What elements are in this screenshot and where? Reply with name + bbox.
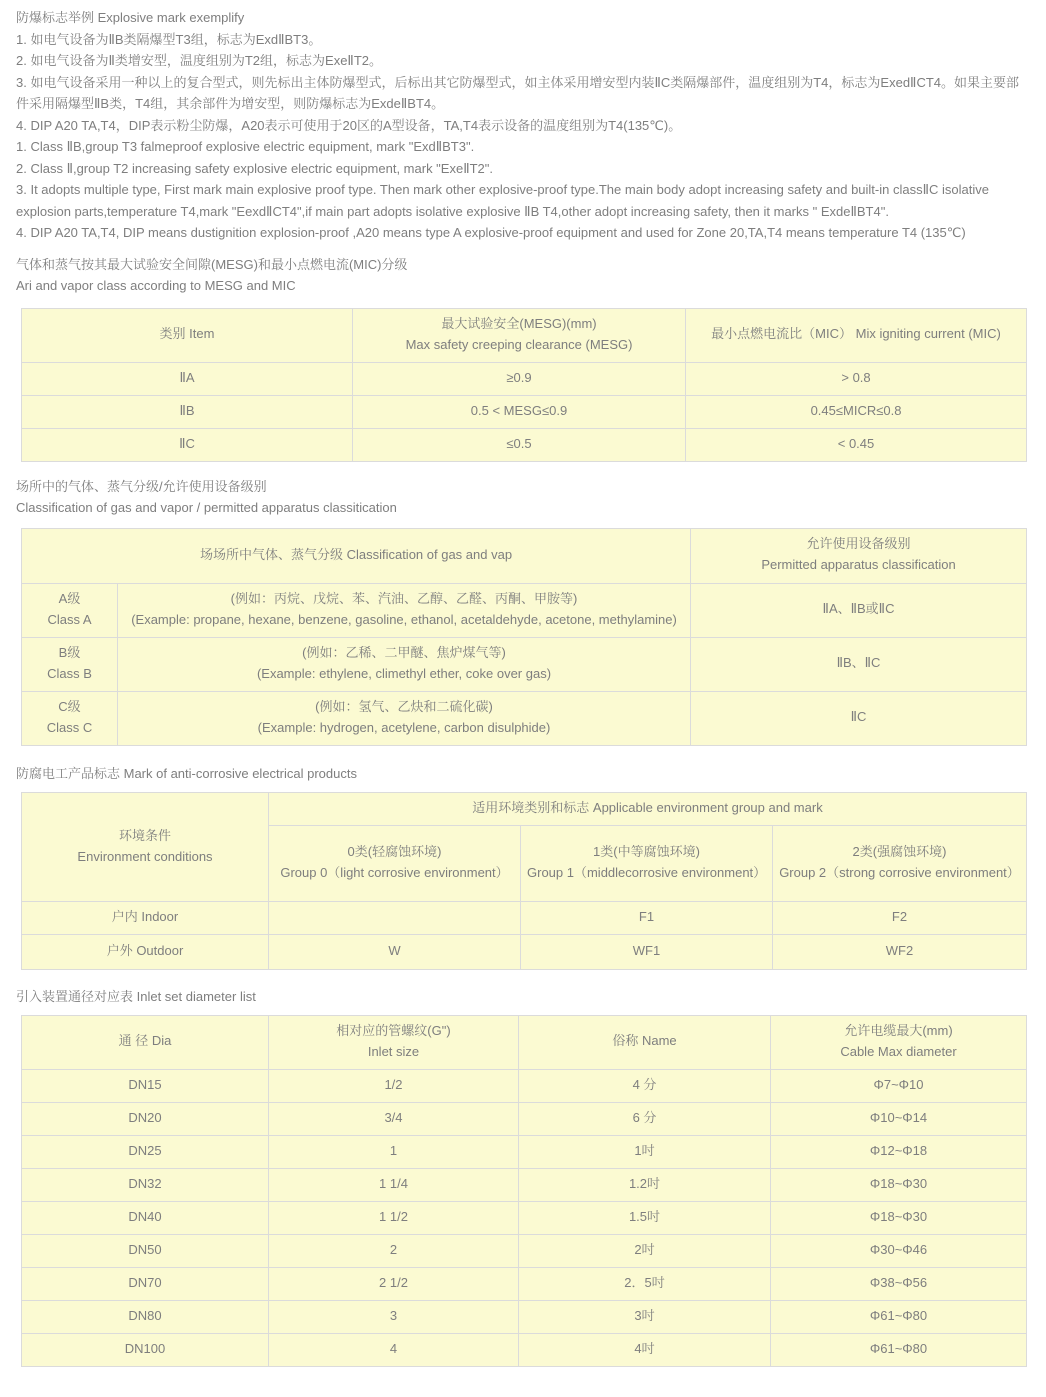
cell-example-en: (Example: ethylene, climethyl ether, coke over gas) — [256, 665, 552, 681]
cell-dia: DN100 — [22, 1333, 269, 1366]
cell-name: 4吋 — [519, 1333, 771, 1366]
table-row — [22, 902, 1027, 935]
cell-cable: Φ61~Φ80 — [771, 1333, 1027, 1366]
header-group-2-cn: 2类(强腐蚀环境) — [852, 844, 947, 859]
table-row — [22, 1234, 1027, 1267]
cell-item: ⅡA — [22, 362, 353, 395]
header-group-2-en: Group 2（strong corrosive environment） — [779, 865, 1020, 880]
cell-permitted: ⅡC — [691, 691, 1027, 745]
table-row — [22, 1102, 1027, 1135]
table-row — [22, 395, 1027, 428]
anti-corrosive-table — [21, 792, 1027, 970]
header-group-1-en: Group 1（middlecorrosive environment） — [527, 865, 767, 880]
classification-section-heading — [16, 476, 1030, 519]
cell-mic: 0.45≤MICR≤0.8 — [686, 395, 1027, 428]
cell-inlet: 1 — [269, 1135, 519, 1168]
table-row — [22, 583, 1027, 637]
cell-cable: Φ7~Φ10 — [771, 1069, 1027, 1102]
cell-location: 户外 Outdoor — [22, 935, 269, 970]
table-row — [22, 637, 1027, 691]
inlet-section-heading — [16, 986, 1030, 1008]
cell-class-cn: B级 — [58, 644, 81, 660]
table-row — [22, 1168, 1027, 1201]
cell-inlet: 2 — [269, 1234, 519, 1267]
table-row — [22, 1201, 1027, 1234]
cell-cable: Φ12~Φ18 — [771, 1135, 1027, 1168]
cell-item: ⅡC — [22, 428, 353, 461]
cell-example — [118, 637, 691, 691]
cell-example-cn: (例如：氢气、乙炔和二硫化碳) — [315, 698, 493, 714]
mesg-heading-cn: 气体和蒸气按其最大试验安全间隙(MESG)和最小点燃电流(MIC)分级 — [16, 256, 408, 272]
intro-title: 防爆标志举例 Explosive mark exemplify — [16, 10, 245, 25]
header-group-mark: 适用环境类别和标志 Applicable environment group and mark — [269, 793, 1027, 826]
cell-mark: WF1 — [521, 935, 773, 970]
cell-example — [118, 583, 691, 637]
header-inlet-size-en: Inlet size — [367, 1043, 420, 1059]
cell-dia: DN32 — [22, 1168, 269, 1201]
mesg-mic-table — [21, 308, 1027, 462]
cell-mic: < 0.45 — [686, 428, 1027, 461]
cell-cable: Φ38~Φ56 — [771, 1267, 1027, 1300]
header-gas-class: 场场所中气体、蒸气分级 Classification of gas and vap — [22, 528, 691, 583]
classification-heading-en: Classification of gas and vapor / permitted apparatus classitication — [16, 500, 397, 515]
cell-example — [118, 691, 691, 745]
table-header-row — [22, 793, 1027, 826]
cell-name: 1吋 — [519, 1135, 771, 1168]
table-row — [22, 362, 1027, 395]
cell-mark: F1 — [521, 902, 773, 935]
cell-cable: Φ10~Φ14 — [771, 1102, 1027, 1135]
header-group-2 — [773, 826, 1027, 902]
cell-inlet: 3 — [269, 1300, 519, 1333]
header-permitted — [691, 528, 1027, 583]
cell-example-cn: (例如：丙烷、戊烷、苯、汽油、乙醇、乙醛、丙酮、甲胺等) — [230, 590, 578, 606]
cell-inlet: 2 1/2 — [269, 1267, 519, 1300]
intro-line-en-1: 1. Class ⅡB,group T3 falmeproof explosive electric equipment, mark "ExdⅡBT3". — [16, 139, 475, 154]
intro-line-en-2: 2. Class Ⅱ,group T2 increasing safety explosive electric equipment, mark "ExeⅡT2". — [16, 160, 493, 176]
header-cable-cn: 允许电缆最大(mm) — [844, 1022, 953, 1038]
cell-dia: DN40 — [22, 1201, 269, 1234]
cell-class-cn: C级 — [58, 698, 81, 714]
header-cable-en: Cable Max diameter — [840, 1043, 957, 1059]
cell-cable: Φ18~Φ30 — [771, 1201, 1027, 1234]
corrosive-heading: 防腐电工产品标志 Mark of anti-corrosive electrical products — [16, 765, 357, 781]
classification-heading-cn: 场所中的气体、蒸气分级/允许使用设备级别 — [16, 478, 267, 494]
cell-name: 2．5吋 — [519, 1267, 771, 1300]
cell-permitted: ⅡB、ⅡC — [691, 637, 1027, 691]
header-mesg — [353, 308, 686, 362]
intro-line-cn-4: 4. DIP A20 TA,T4，DIP表示粉尘防爆，A20表示可使用于20区的A型设备，TA,T4表示设备的温度组别为T4(135℃)。 — [16, 117, 682, 133]
cell-example-cn: (例如：乙稀、二甲醚、焦炉煤气等) — [302, 644, 506, 660]
corrosive-section-heading — [16, 763, 1030, 785]
cell-inlet: 4 — [269, 1333, 519, 1366]
mesg-heading-en: Ari and vapor class according to MESG and MIC — [16, 278, 296, 293]
cell-inlet: 1 1/2 — [269, 1201, 519, 1234]
header-group-0 — [269, 826, 521, 902]
cell-class-cn: A级 — [58, 590, 81, 606]
table-row — [22, 691, 1027, 745]
header-inlet-size-cn: 相对应的管螺纹(G") — [336, 1022, 451, 1038]
header-environment-cn: 环境条件 — [118, 827, 171, 843]
cell-name: 1.2吋 — [519, 1168, 771, 1201]
mesg-section-heading — [16, 254, 1030, 297]
cell-mesg: 0.5 < MESG≤0.9 — [353, 395, 686, 428]
header-mic: 最小点燃电流比（MIC） Mix igniting current (MIC) — [686, 308, 1027, 362]
cell-mic: > 0.8 — [686, 362, 1027, 395]
header-permitted-cn: 允许使用设备级别 — [806, 536, 911, 551]
cell-permitted: ⅡA、ⅡB或ⅡC — [691, 583, 1027, 637]
intro-line-cn-1: 1. 如电气设备为ⅡB类隔爆型T3组，标志为ExdⅡBT3。 — [16, 31, 322, 47]
intro-line-cn-2: 2. 如电气设备为Ⅱ类增安型，温度组别为T2组，标志为ExeⅡT2。 — [16, 53, 382, 68]
header-cable — [771, 1015, 1027, 1069]
cell-dia: DN15 — [22, 1069, 269, 1102]
table-row — [22, 1135, 1027, 1168]
header-environment — [22, 793, 269, 902]
table-row — [22, 1069, 1027, 1102]
header-group-0-en: Group 0（light corrosive environment） — [280, 865, 509, 880]
cell-mark: F2 — [773, 902, 1027, 935]
cell-dia: DN70 — [22, 1267, 269, 1300]
table-header-row — [22, 528, 1027, 583]
cell-class-en: Class B — [47, 665, 92, 681]
table-header-row — [22, 1015, 1027, 1069]
cell-mark: W — [269, 935, 521, 970]
intro-line-en-4: 4. DIP A20 TA,T4, DIP means dustignition explosion-proof ,A20 means type A explosive-proof equipment and used for Zone 20,TA,T4 means temperature T4 (135℃) — [16, 225, 966, 240]
cell-dia: DN80 — [22, 1300, 269, 1333]
table-row — [22, 1333, 1027, 1366]
cell-mesg: ≥0.9 — [353, 362, 686, 395]
cell-name: 4 分 — [519, 1069, 771, 1102]
header-permitted-en: Permitted apparatus classification — [761, 557, 956, 572]
inlet-diameter-table — [21, 1015, 1027, 1367]
table-row — [22, 1267, 1027, 1300]
cell-name: 1.5吋 — [519, 1201, 771, 1234]
cell-inlet: 3/4 — [269, 1102, 519, 1135]
cell-name: 3吋 — [519, 1300, 771, 1333]
table-row — [22, 1300, 1027, 1333]
cell-mesg: ≤0.5 — [353, 428, 686, 461]
cell-example-en: (Example: hydrogen, acetylene, carbon disulphide) — [257, 719, 551, 735]
explosive-mark-section — [16, 7, 1030, 244]
cell-dia: DN20 — [22, 1102, 269, 1135]
cell-cable: Φ30~Φ46 — [771, 1234, 1027, 1267]
table-row — [22, 428, 1027, 461]
cell-inlet: 1/2 — [269, 1069, 519, 1102]
cell-class-en: Class A — [47, 611, 92, 627]
header-group-0-cn: 0类(轻腐蚀环境) — [347, 844, 442, 859]
header-group-1-cn: 1类(中等腐蚀环境) — [593, 844, 700, 859]
cell-item: ⅡB — [22, 395, 353, 428]
cell-inlet: 1 1/4 — [269, 1168, 519, 1201]
table-header-row — [22, 308, 1027, 362]
header-mesg-cn: 最大试验安全(MESG)(mm) — [441, 315, 597, 331]
cell-class-en: Class C — [46, 719, 93, 735]
cell-class — [22, 637, 118, 691]
cell-example-en: (Example: propane, hexane, benzene, gasoline, ethanol, acetaldehyde, acetone, methylamine) — [131, 611, 677, 627]
header-group-1 — [521, 826, 773, 902]
header-name: 俗称 Name — [519, 1015, 771, 1069]
header-mesg-en: Max safety creeping clearance (MESG) — [405, 336, 633, 352]
cell-cable: Φ18~Φ30 — [771, 1168, 1027, 1201]
cell-dia: DN25 — [22, 1135, 269, 1168]
cell-name: 2吋 — [519, 1234, 771, 1267]
intro-line-en-3: 3. It adopts multiple type, First mark main explosive proof type. Then mark other explosive-proof type.The main body adopt increasing safety and built-in classⅡC isolative explosion parts,temperature T4,mark "EexdⅡCT4",if main part adopts isolative explosive ⅡB T4,other adopt increasing safety, then it marks " ExdeⅡBT4". — [16, 182, 989, 219]
header-item: 类别 Item — [22, 308, 353, 362]
header-inlet-size — [269, 1015, 519, 1069]
inlet-heading: 引入装置通径对应表 Inlet set diameter list — [16, 989, 256, 1004]
cell-mark: WF2 — [773, 935, 1027, 970]
cell-class — [22, 583, 118, 637]
gas-classification-table — [21, 528, 1027, 746]
cell-cable: Φ61~Φ80 — [771, 1300, 1027, 1333]
cell-dia: DN50 — [22, 1234, 269, 1267]
cell-class — [22, 691, 118, 745]
cell-location: 户内 Indoor — [22, 902, 269, 935]
intro-line-cn-3: 3. 如电气设备采用一种以上的复合型式，则先标出主体防爆型式，后标出其它防爆型式，如主体采用增安型内装ⅡC类隔爆部件，温度组别为T4，标志为ExedⅡCT4。如果主要部件采用隔爆型ⅡB类，T4组，其余部件为增安型，则防爆标志为ExdeⅡBT4。 — [16, 74, 1020, 111]
cell-name: 6 分 — [519, 1102, 771, 1135]
cell-mark — [269, 902, 521, 935]
header-environment-en: Environment conditions — [77, 848, 213, 864]
header-dia: 通 径 Dia — [22, 1015, 269, 1069]
table-row — [22, 935, 1027, 970]
